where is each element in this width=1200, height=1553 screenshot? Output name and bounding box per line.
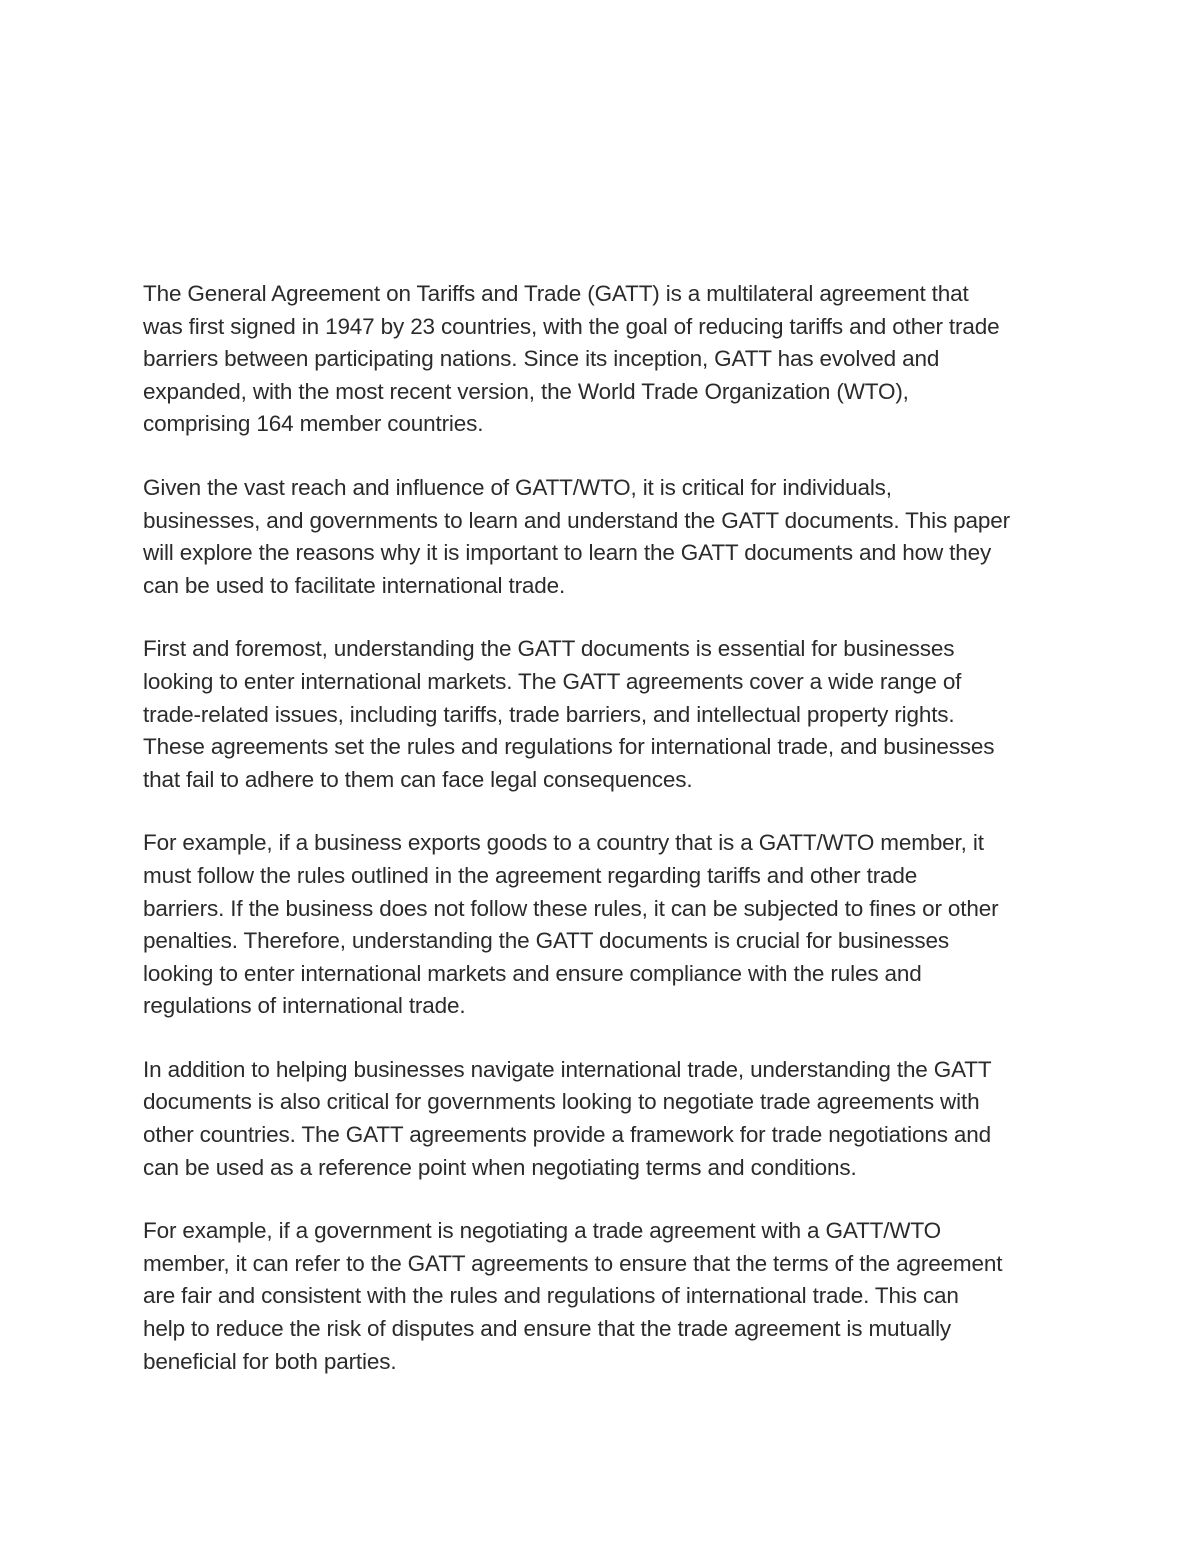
text-line: barriers. If the business does not follow these rules, it can be subjected to fines or other xyxy=(143,895,999,921)
document-body xyxy=(143,278,1073,1409)
text-line: Given the vast reach and influence of GATT/WTO, it is critical for individuals, xyxy=(143,474,892,500)
text-line: was first signed in 1947 by 23 countries, with the goal of reducing tariffs and other trade xyxy=(143,313,1000,339)
text-line: First and foremost, understanding the GATT documents is essential for businesses xyxy=(143,636,955,662)
text-line: that fail to adhere to them can face legal consequences. xyxy=(143,766,693,792)
text-line: In addition to helping businesses navigate international trade, understanding the GATT xyxy=(143,1056,992,1082)
text-line: are fair and consistent with the rules and regulations of international trade. This can xyxy=(143,1283,959,1309)
paragraph-businesses xyxy=(143,633,1073,796)
text-line: expanded, with the most recent version, the World Trade Organization (WTO), xyxy=(143,378,909,404)
text-line: barriers between participating nations. Since its inception, GATT has evolved and xyxy=(143,346,940,372)
text-line: beneficial for both parties. xyxy=(143,1348,397,1374)
text-line: The General Agreement on Tariffs and Trade (GATT) is a multilateral agreement that xyxy=(143,281,969,306)
text-line: will explore the reasons why it is important to learn the GATT documents and how they xyxy=(143,540,992,566)
paragraph-business-example xyxy=(143,827,1073,1023)
text-line: regulations of international trade. xyxy=(143,993,466,1019)
text-line: businesses, and governments to learn and understand the GATT documents. This paper xyxy=(143,507,1010,533)
text-line: must follow the rules outlined in the agreement regarding tariffs and other trade xyxy=(143,862,918,888)
text-line: documents is also critical for governments looking to negotiate trade agreements with xyxy=(143,1089,980,1115)
text-line: These agreements set the rules and regulations for international trade, and businesses xyxy=(143,734,995,760)
text-line: looking to enter international markets. The GATT agreements cover a wide range of xyxy=(143,668,962,694)
text-line: looking to enter international markets and ensure compliance with the rules and xyxy=(143,960,922,986)
text-line: For example, if a business exports goods to a country that is a GATT/WTO member, it xyxy=(143,830,984,856)
text-line: penalties. Therefore, understanding the GATT documents is crucial for businesses xyxy=(143,928,949,954)
text-line: comprising 164 member countries. xyxy=(143,411,484,437)
text-line: can be used as a reference point when negotiating terms and conditions. xyxy=(143,1154,857,1180)
paragraph-purpose xyxy=(143,472,1073,602)
paragraph-gatt-intro xyxy=(143,278,1073,441)
text-line: help to reduce the risk of disputes and ensure that the trade agreement is mutually xyxy=(143,1316,952,1342)
text-line: other countries. The GATT agreements provide a framework for trade negotiations and xyxy=(143,1122,991,1148)
text-line: For example, if a government is negotiating a trade agreement with a GATT/WTO xyxy=(143,1218,941,1244)
text-line: member, it can refer to the GATT agreements to ensure that the terms of the agreement xyxy=(143,1250,1003,1276)
text-line: can be used to facilitate international trade. xyxy=(143,572,566,598)
paragraph-governments xyxy=(143,1054,1073,1184)
text-line: trade-related issues, including tariffs, trade barriers, and intellectual property rights. xyxy=(143,701,955,727)
paragraph-government-example xyxy=(143,1215,1073,1378)
